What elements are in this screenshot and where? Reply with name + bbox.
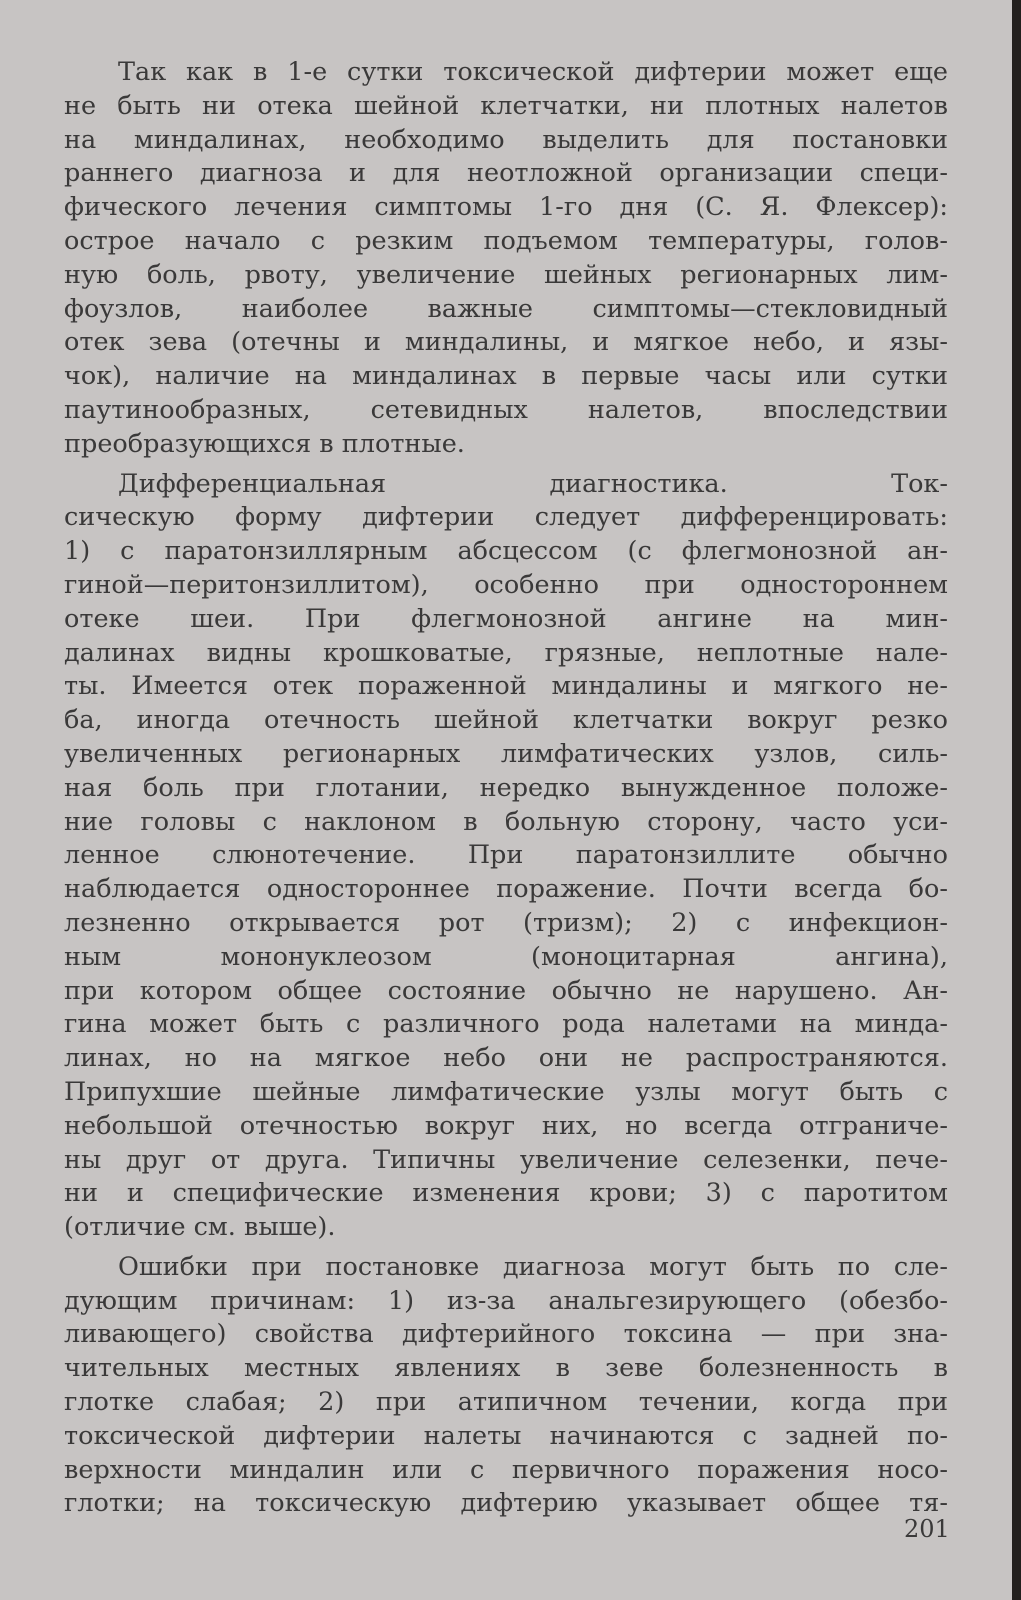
text-line: дующим причинам: 1) из-за анальгезирующего (обезбо- <box>64 1285 948 1316</box>
text-line: при котором общее состояние обычно не нарушено. Ан- <box>64 975 948 1006</box>
text-line: глотки; на токсическую дифтерию указывает общее тя- <box>64 1488 948 1519</box>
text-line: ная боль при глотании, нередко вынужденное положе- <box>64 772 948 803</box>
text-line: гиной—перитонзиллитом), особенно при одностороннем <box>64 569 948 600</box>
text-line: Ошибки при постановке диагноза могут быть по сле- <box>118 1251 948 1282</box>
text-line: фического лечения симптомы 1-го дня (С. Я. Флексер): <box>64 192 948 223</box>
text-line: Припухшие шейные лимфатические узлы могут быть с <box>64 1076 948 1107</box>
text-line: острое начало с резким подъемом температуры, голов- <box>64 225 948 256</box>
text-line: фоузлов, наиболее важные симптомы—стекловидный <box>64 293 948 324</box>
body-text <box>64 56 948 1521</box>
text-line: Дифференциальная диагностика. Ток- <box>118 468 948 499</box>
text-line: не быть ни отека шейной клетчатки, ни плотных налетов <box>64 90 948 121</box>
paragraph-differential-diagnosis <box>64 468 948 1245</box>
text-line: далинах видны крошковатые, грязные, неплотные нале- <box>64 637 948 668</box>
text-line: сическую форму дифтерии следует дифференцировать: <box>64 502 948 533</box>
text-line: чительных местных явлениях в зеве болезненность в <box>64 1353 948 1384</box>
text-line: паутинообразных, сетевидных налетов, впоследствии <box>64 394 948 425</box>
text-line: глотке слабая; 2) при атипичном течении, когда при <box>64 1387 948 1418</box>
text-line: небольшой отечностью вокруг них, но всегда отграниче- <box>64 1110 948 1141</box>
text-line: ны друг от друга. Типичны увеличение селезенки, пече- <box>64 1144 948 1175</box>
text-line: (отличие см. выше). <box>64 1212 336 1243</box>
text-line: отек зева (отечны и миндалины, и мягкое небо, и язы- <box>64 327 948 358</box>
text-line: раннего диагноза и для неотложной организации специ- <box>64 158 948 189</box>
text-line: токсической дифтерии налеты начинаются с задней по- <box>64 1420 948 1451</box>
text-line: чок), наличие на миндалинах в первые часы или сутки <box>64 361 948 392</box>
text-line: ты. Имеется отек пораженной миндалины и мягкого не- <box>64 671 948 702</box>
paragraph-diagnostic-errors <box>64 1251 948 1521</box>
text-line: гина может быть с различного рода налетами на минда- <box>64 1009 948 1040</box>
text-line: наблюдается одностороннее поражение. Почти всегда бо- <box>64 874 948 905</box>
text-line: верхности миндалин или с первичного поражения носо- <box>64 1454 948 1485</box>
text-line: ным мононуклеозом (моноцитарная ангина), <box>64 941 948 972</box>
text-line: на миндалинах, необходимо выделить для постановки <box>64 124 948 155</box>
text-line: отеке шеи. При флегмонозной ангине на мин- <box>64 603 948 634</box>
text-line: 1) с паратонзиллярным абсцессом (с флегмонозной ан- <box>64 536 948 567</box>
text-line: ную боль, рвоту, увеличение шейных регионарных лим- <box>64 259 948 290</box>
text-line: ние головы с наклоном в больную сторону, часто уси- <box>64 806 948 837</box>
text-line: ба, иногда отечность шейной клетчатки вокруг резко <box>64 705 948 736</box>
text-line: Так как в 1-е сутки токсической дифтерии может еще <box>118 57 948 87</box>
text-line: увеличенных регионарных лимфатических узлов, силь- <box>64 738 948 769</box>
text-line: ни и специфические изменения крови; 3) с паротитом <box>64 1178 948 1209</box>
text-line: линах, но на мягкое небо они не распространяются. <box>64 1043 948 1074</box>
text-line: ленное слюнотечение. При паратонзиллите обычно <box>64 840 948 871</box>
text-line: преобразующихся в плотные. <box>64 428 465 459</box>
text-line: лезненно открывается рот (тризм); 2) с инфекцион- <box>64 907 948 938</box>
page-number: 201 <box>904 1515 950 1543</box>
paragraph-early-symptoms <box>64 56 948 462</box>
text-line: ливающего) свойства дифтерийного токсина — при зна- <box>64 1319 948 1350</box>
